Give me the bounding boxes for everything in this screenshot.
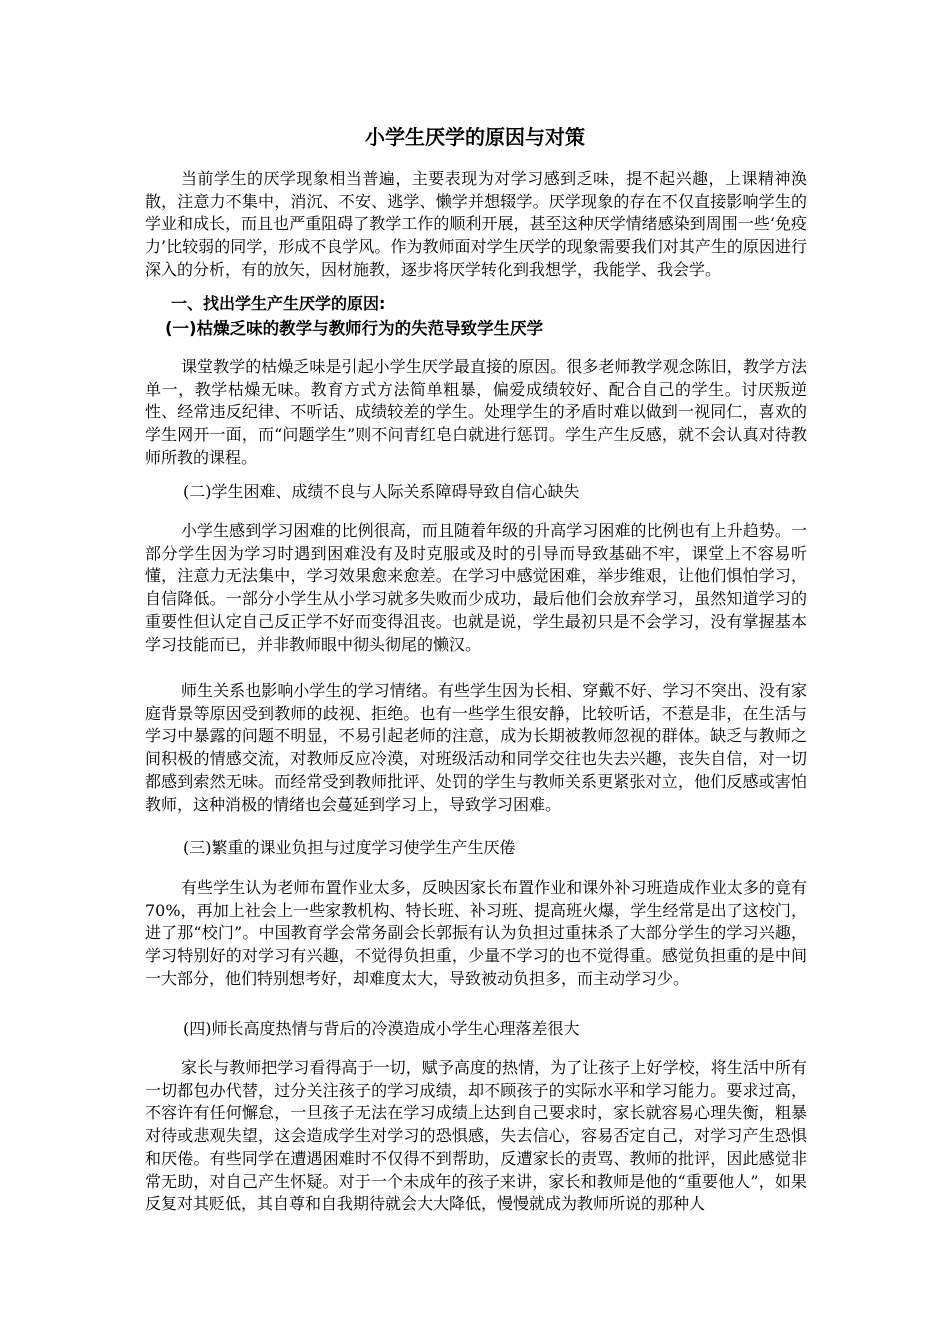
intro-paragraph: 当前学生的厌学现象相当普遍，主要表现为对学习感到乏味，提不起兴趣，上课精神涣散，注意力不集中，消沉、不安、逃学、懒学并想辍学。厌学现象的存在不仅直接影响学生的学业和成长，而且也严重阻碍了教学工作的顺利开展，甚至这种厌学情绪感染到周围一些‘免疫力’比较弱的同学，形成不良学风。作为教师面对学生厌学的现象需要我们对其产生的原因进行深入的分析，有的放矢，因材施教，逐步将厌学转化到我想学，我能学、我会学。: [145, 169, 807, 279]
subsection-4-paragraph: 家长与教师把学习看得高于一切，赋予高度的热情，为了让孩子上好学校，将生活中所有一切都包办代替，过分关注孩子的学习成绩，却不顾孩子的实际水平和学习能力。要求过高，不容许有任何懈怠，一旦孩子无法在学习成绩上达到自己要求时，家长就容易心理失衡，粗暴对待或悲观失望，这会造成学生对学习的恐惧感，失去信心，容易否定自己，对学习产生恐惧和厌倦。有些同学在遭遇困难时不仅得不到帮助，反遭家长的责骂、教师的批评，因此感觉非常无助，对自己产生怀疑。对于一个未成年的孩子来讲，家长和教师是他的“重要他人”，如果反复对其贬低，其自尊和自我期待就会大大降低，慢慢就成为教师所说的那种人: [145, 1058, 807, 1214]
subsection-heading-2: (二)学生困难、成绩不良与人际关系障碍导致自信心缺失: [183, 482, 580, 501]
section-heading-causes: 一、找出学生产生厌学的原因:: [171, 294, 386, 313]
subsection-heading-1: (一)枯燥乏味的教学与教师行为的失范导致学生厌学: [165, 319, 544, 338]
document-title: 小学生厌学的原因与对策: [365, 125, 585, 149]
subsection-heading-4: (四)师长高度热情与背后的冷漠造成小学生心理落差很大: [183, 1019, 580, 1038]
subsection-2-paragraph-2: 师生关系也影响小学生的学习情绪。有些学生因为长相、穿戴不好、学习不突出、没有家庭背景等原因受到教师的歧视、拒绝。也有一些学生很安静，比较听话，不惹是非，在生活与学习中暴露的问题不明显，不易引起老师的注意，成为长期被教师忽视的群体。缺乏与教师之间积极的情感交流，对教师反应冷漠，对班级活动和同学交往也失去兴趣，丧失自信，对一切都感到索然无味。而经常受到教师批评、处罚的学生与教师关系更紧张对立，他们反感或害怕教师，这种消极的情绪也会蔓延到学习上，导致学习困难。: [145, 681, 807, 814]
subsection-heading-3: (三)繁重的课业负担与过度学习使学生产生厌倦: [183, 838, 516, 857]
subsection-1-paragraph: 课堂教学的枯燥乏味是引起小学生厌学最直接的原因。很多老师教学观念陈旧，教学方法单一，教学枯燥无味。教育方式方法简单粗暴，偏爱成绩较好、配合自己的学生。讨厌叛逆性、经常违反纪律、不听话、成绩较差的学生。处理学生的矛盾时难以做到一视同仁，喜欢的学生网开一面，而“问题学生”则不问青红皂白就进行惩罚。学生产生反感，就不会认真对待教师所教的课程。: [145, 357, 807, 467]
subsection-2-paragraph-1: 小学生感到学习困难的比例很高，而且随着年级的升高学习困难的比例也有上升趋势。一部分学生因为学习时遇到困难没有及时克服或及时的引导而导致基础不牢，课堂上不容易听懂，注意力无法集中，学习效果愈来愈差。在学习中感觉困难，举步维艰，让他们惧怕学习，自信降低。一部分小学生从小学习就多失败而少成功，最后他们会放弃学习，虽然知道学习的重要性但认定自己反正学不好而变得沮丧。也就是说，学生最初只是不会学习，没有掌握基本学习技能而已，并非教师眼中彻头彻尾的懒汉。: [145, 521, 807, 654]
subsection-3-paragraph: 有些学生认为老师布置作业太多，反映因家长布置作业和课外补习班造成作业太多的竟有70%，再加上社会上一些家教机构、特长班、补习班、提高班火爆，学生经常是出了这校门，进了那“校门”。中国教育学会常务副会长郭振有认为负担过重抹杀了大部分学生的学习兴趣，学习特别好的对学习有兴趣，不觉得负担重，少量不学习的也不觉得重。感觉负担重的是中间一大部分，他们特别想考好，却难度太大，导致被动负担多，而主动学习少。: [145, 878, 807, 988]
